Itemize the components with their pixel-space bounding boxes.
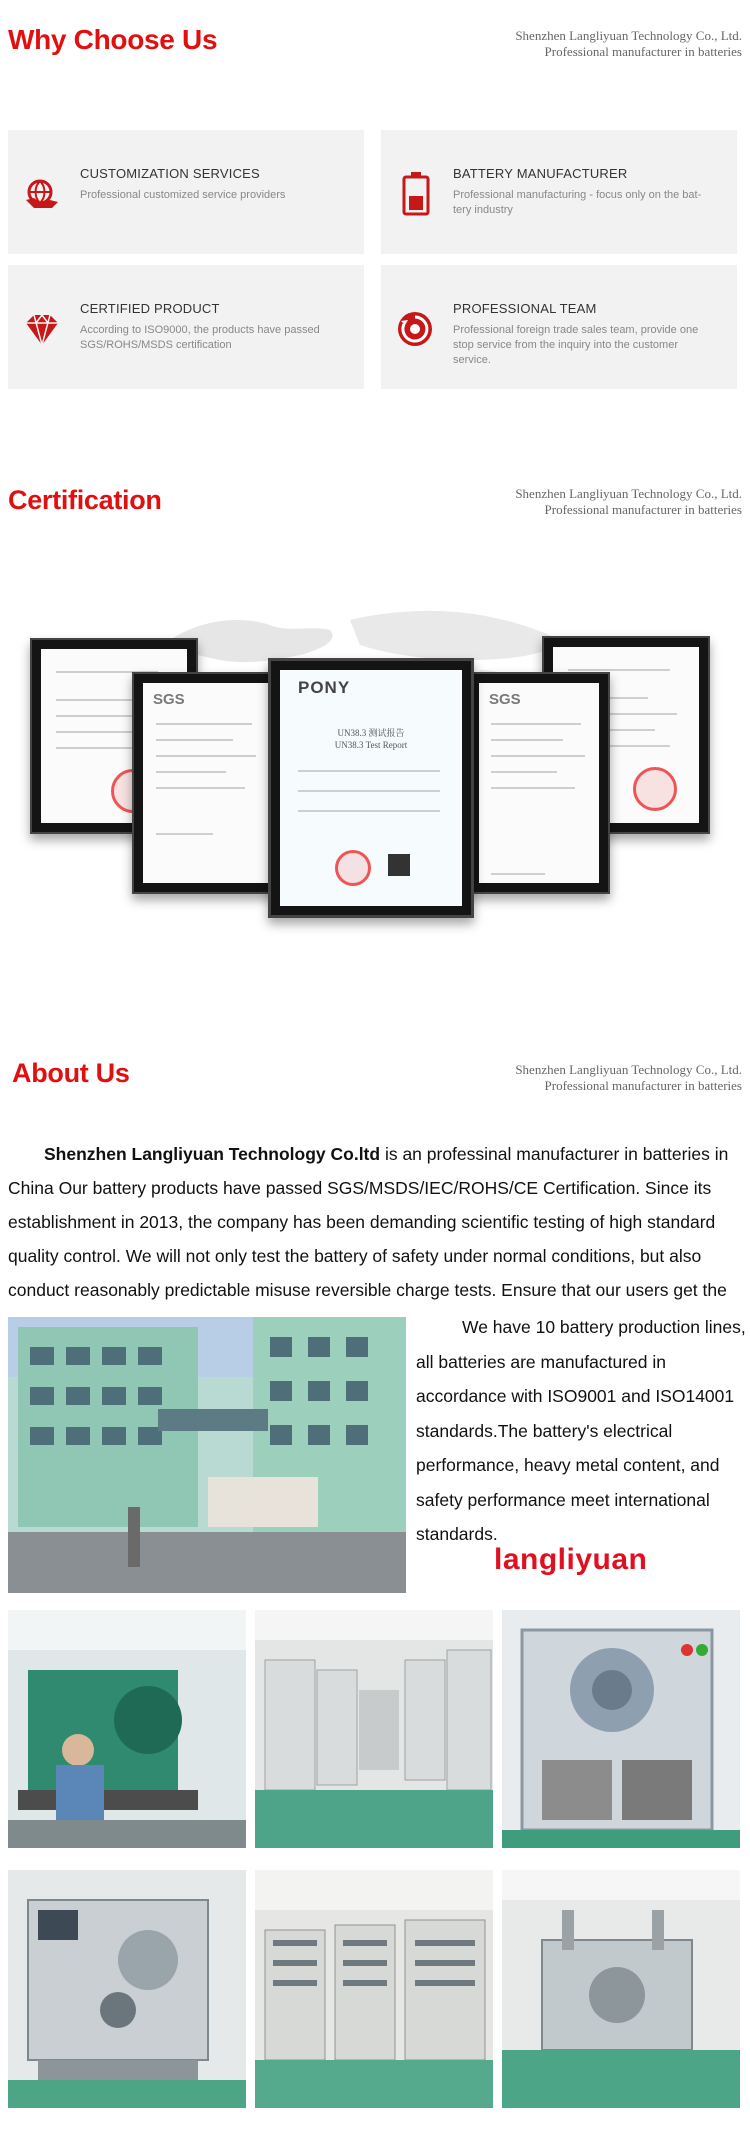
sgs-logo: SGS — [489, 691, 521, 708]
team-circle-icon — [395, 309, 435, 349]
company-tagline: Professional manufacturer in batteries — [544, 44, 742, 59]
company-name: Shenzhen Langliyuan Technology Co., Ltd. — [515, 1062, 742, 1077]
company-header — [515, 1062, 742, 1094]
card-desc: Professional manufacturing - focus only on the bat- tery industry — [453, 189, 702, 216]
production-photo-1 — [8, 1610, 246, 1848]
production-photo-5 — [255, 1870, 493, 2108]
card-title: CUSTOMIZATION SERVICES — [80, 166, 260, 181]
battery-icon — [399, 170, 439, 210]
report-title-cn: UN38.3 测试报告 — [337, 728, 405, 738]
company-name: Shenzhen Langliyuan Technology Co., Ltd. — [515, 486, 742, 501]
card-desc: Professional customized service providers — [80, 189, 286, 201]
company-header — [515, 486, 742, 518]
card-title: CERTIFIED PRODUCT — [80, 301, 220, 316]
about-lead-text: is an professinal manufacturer in batteries in China Our battery products have passed SGS/MSDS/IEC/ROHS/CE Certification. Since its establishment in 2013, the company has been demanding scientific testing of high standard quality control. We will not only test the battery of safety under normal conditions, but also conduct reasonably predictable misuse reversible charge tests. Ensure that our users get the — [8, 1144, 729, 1300]
diamond-icon — [22, 309, 62, 349]
brand-logo-text: langliyuan — [494, 1543, 648, 1576]
card-title: PROFESSIONAL TEAM — [453, 301, 597, 316]
card-title: BATTERY MANUFACTURER — [453, 166, 628, 181]
company-tagline: Professional manufacturer in batteries — [544, 1078, 742, 1093]
factory-building-photo — [8, 1317, 406, 1593]
about-us-title: About Us — [12, 1058, 130, 1088]
feature-card-certified — [8, 265, 364, 389]
sgs-logo: SGS — [153, 691, 185, 708]
company-name: Shenzhen Langliyuan Technology Co., Ltd. — [515, 28, 742, 43]
about-side-text: We have 10 battery production lines, all batteries are manufactured in accordance with ISO9001 and ISO14001 standards.The battery's electrical performance, heavy metal content, and safety performance meet international standards. — [416, 1317, 746, 1544]
pony-logo: PONY — [298, 678, 351, 697]
feature-card-battery — [381, 130, 737, 254]
company-tagline: Professional manufacturer in batteries — [544, 502, 742, 517]
production-photo-4 — [8, 1870, 246, 2108]
card-desc: Professional foreign trade sales team, provide one stop service from the inquiry into the customer service. — [453, 324, 699, 366]
certification-title: Certification — [8, 485, 162, 515]
card-desc: According to ISO9000, the products have passed SGS/ROHS/MSDS certification — [80, 324, 320, 351]
company-header — [515, 28, 742, 60]
feature-card-customization — [8, 130, 364, 254]
report-title-en: UN38.3 Test Report — [334, 740, 408, 750]
feature-card-team — [381, 265, 737, 389]
production-photo-6 — [502, 1870, 740, 2108]
production-photo-2 — [255, 1610, 493, 1848]
certificate-paper — [143, 683, 271, 883]
production-photo-3 — [502, 1610, 740, 1848]
certificate-paper — [280, 670, 462, 906]
certificate-paper — [479, 683, 599, 883]
certificate-frame-right-sgs — [468, 672, 610, 894]
certificates-display — [0, 600, 750, 960]
handshake-globe-icon — [22, 174, 62, 214]
certificate-frame-center — [268, 658, 474, 918]
certificate-frame-left-sgs — [132, 672, 282, 894]
about-company-name: Shenzhen Langliyuan Technology Co.ltd — [44, 1144, 381, 1164]
why-choose-us-title: Why Choose Us — [8, 24, 218, 55]
